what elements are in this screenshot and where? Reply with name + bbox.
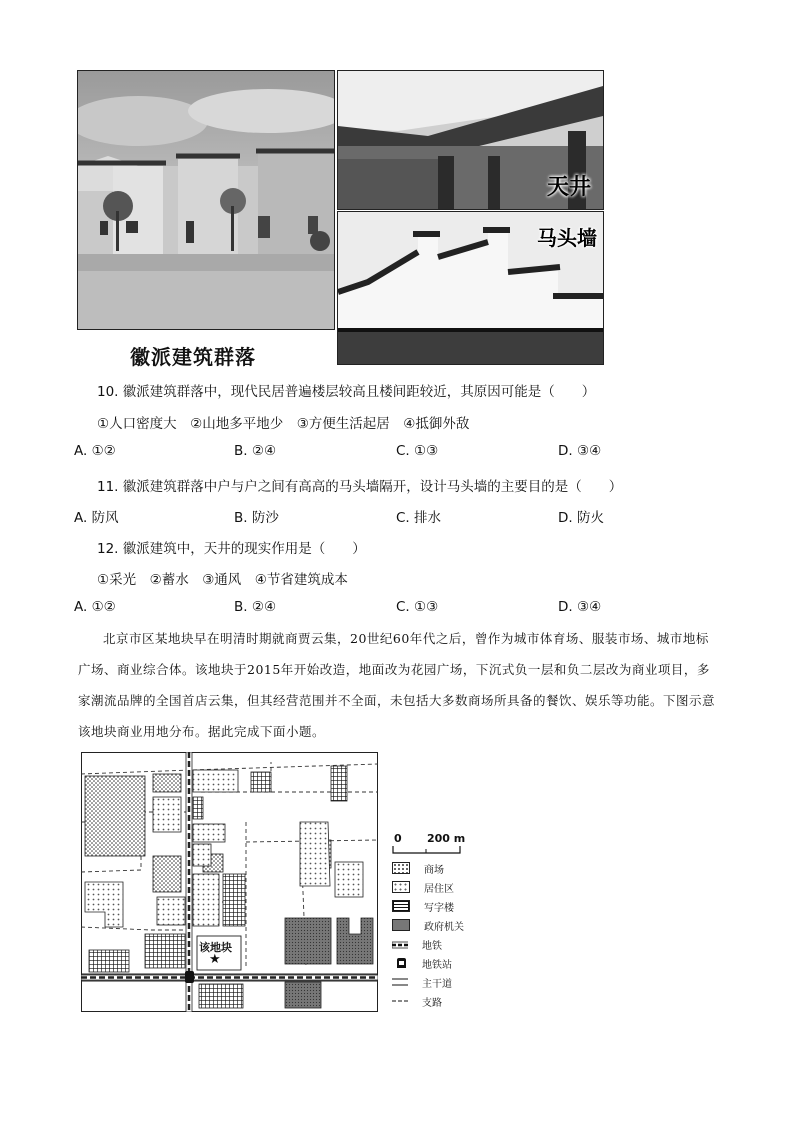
question-12-option-a[interactable]: A. ①② xyxy=(74,599,116,615)
legend-item-subway-station xyxy=(392,955,452,971)
question-12-option-c[interactable]: C. ①③ xyxy=(396,599,439,615)
question-10-option-b[interactable]: B. ②④ xyxy=(234,443,277,459)
legend-item-main-road xyxy=(392,974,452,990)
tianjing-photo xyxy=(337,70,604,210)
question-12-stem: 12. 徽派建筑中，天井的现实作用是（ ） xyxy=(97,541,366,557)
question-10-statements: ①人口密度大 ②山地多平地少 ③方便生活起居 ④抵御外敌 xyxy=(97,416,470,432)
subway-line-icon xyxy=(392,939,408,949)
main-road-icon xyxy=(392,977,408,987)
question-11-option-c[interactable]: C. 排水 xyxy=(396,510,442,526)
question-11-stem: 11. 徽派建筑群落中户与户之间有高高的马头墙隔开，设计马头墙的主要目的是（ ） xyxy=(97,479,623,495)
subway-station-icon xyxy=(392,958,408,968)
legend-label: 居住区 xyxy=(424,883,454,895)
question-11-option-b[interactable]: B. 防沙 xyxy=(234,510,279,526)
question-10-option-c[interactable]: C. ①③ xyxy=(396,443,439,459)
question-12-statements: ①采光 ②蓄水 ③通风 ④节省建筑成本 xyxy=(97,572,348,588)
site-label: 该地块 xyxy=(199,941,232,954)
scale-zero: 0 xyxy=(394,832,402,845)
scale-bar xyxy=(392,846,462,854)
office-swatch-icon xyxy=(392,900,410,912)
mall-swatch-icon xyxy=(392,862,410,874)
legend-item-branch-road xyxy=(392,993,442,1009)
government-swatch-icon xyxy=(392,919,410,931)
legend-item-residential xyxy=(392,879,454,895)
figure1-caption: 徽派建筑群落 xyxy=(130,345,256,369)
legend-label: 地铁站 xyxy=(422,959,452,971)
passage-text: 北京市区某地块早在明清时期就商贾云集，20世纪60年代之后，曾作为城市体育场、服装市场、城市地标广场、商业综合体。该地块于2015年开始改造，地面改为花园广场，下沉式负一层和负二层改为商业项目，多家潮流品牌的全国首店云集，但其经营范围并不全面，未包括大多数商场所具备的餐饮、娱乐等功能。下图示意该地块商业用地分布。据此完成下面小题。 xyxy=(78,631,716,739)
branch-road-icon xyxy=(392,996,408,1006)
legend-label: 写字楼 xyxy=(424,902,454,914)
question-12-option-d[interactable]: D. ③④ xyxy=(558,599,602,615)
legend-label: 主干道 xyxy=(422,978,452,990)
legend-label: 地铁 xyxy=(422,940,442,952)
scale-value: 200 m xyxy=(427,832,466,845)
question-11-option-d[interactable]: D. 防火 xyxy=(558,510,604,526)
legend-label: 支路 xyxy=(422,997,442,1009)
matouqiang-photo xyxy=(337,211,604,365)
tianjing-label: 天井 xyxy=(546,175,591,200)
legend-label: 政府机关 xyxy=(424,921,464,933)
question-10-option-d[interactable]: D. ③④ xyxy=(558,443,602,459)
legend-item-mall xyxy=(392,860,444,876)
question-10-option-a[interactable]: A. ①② xyxy=(74,443,116,459)
question-12-option-b[interactable]: B. ②④ xyxy=(234,599,277,615)
residential-swatch-icon xyxy=(392,881,410,893)
legend-label: 商场 xyxy=(424,864,444,876)
land-use-map xyxy=(81,752,378,1012)
question-10-stem: 10. 徽派建筑群落中，现代民居普遍楼层较高且楼间距较近，其原因可能是（ ） xyxy=(97,384,596,400)
reading-passage xyxy=(78,623,718,747)
site-star-icon: ★ xyxy=(209,952,221,967)
legend-item-government xyxy=(392,917,464,933)
huipai-village-photo xyxy=(77,70,335,330)
legend-item-subway xyxy=(392,936,442,952)
question-11-option-a[interactable]: A. 防风 xyxy=(74,510,119,526)
legend-item-office xyxy=(392,898,454,914)
matouqiang-label: 马头墙 xyxy=(537,226,597,250)
